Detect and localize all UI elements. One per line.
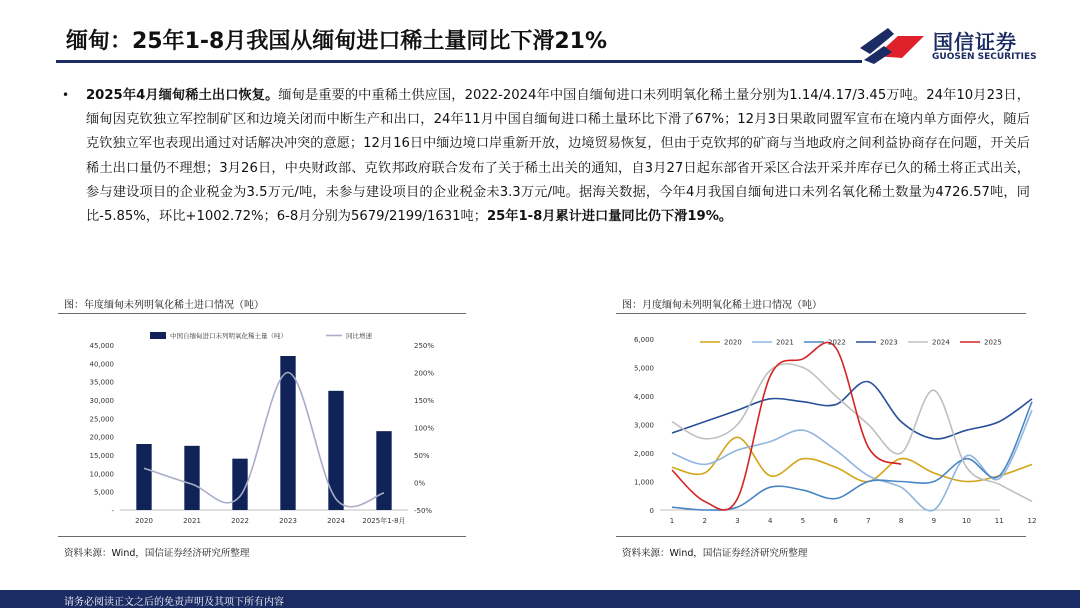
y-tick-label: 40,000	[89, 360, 114, 369]
bar	[328, 391, 343, 510]
body-text: 缅甸是重要的中重稀土供应国，2022-2024年中国自缅甸进口未列明氧化稀土量分别为1.14/4.17/3.45万吨。24年10月23日，缅甸因克钦独立军控制矿区和边境关闭而中断生产和出口，24年11月中国自缅甸进口稀土量环比下滑了67%；12月3日果敢同盟军宣布在境内单方面停火，随后克钦独立军也表现出通过对话解决冲突的意愿；12月16日中缅边境口岸重新开放，边境贸易恢复，但由于克钦邦的矿商与当地政府之间利益协商存在问题，开关后稀土出口量仍不理想；3月26日，中央财政部、克钦邦政府联合发布了关于稀土出关的通知，自3月27日起东部省开采区合法开采并库存已久的稀土将正式出关，参与建设项目的企业税金为3.5万元/吨，未参与建设项目的企业税金未3.3万元/吨。据海关数据，今年4月我国自缅甸进口未列名氧化稀土数量为4726.57吨，同比-5.85%，环比+1002.72%；6-8月分别为5679/2199/1631吨；	[86, 88, 1030, 225]
guosen-logo-icon	[858, 26, 928, 64]
footer-disclaimer: 请务必阅读正文之后的免责声明及其项下所有内容	[64, 597, 284, 608]
legend-label-2024: 2024	[932, 338, 950, 347]
y-tick-label: 15,000	[89, 452, 114, 460]
x-tick-label: 11	[994, 517, 1004, 525]
logo-english-name: GUOSEN SECURITIES	[932, 52, 1037, 62]
bar	[184, 446, 199, 510]
y2-tick-label: 250%	[414, 342, 435, 350]
y-tick-label: 0	[649, 507, 654, 515]
title-underline	[56, 60, 862, 63]
legend-label-2025: 2025	[984, 338, 1002, 347]
lead-sentence: 2025年4月缅甸稀土出口恢复。	[86, 88, 279, 103]
x-tick-label: 5	[800, 517, 806, 525]
y-tick-label: 25,000	[89, 415, 114, 424]
left-source-rule	[58, 536, 466, 537]
y-tick-label: 30,000	[89, 397, 114, 405]
series-line-2021	[672, 410, 1032, 511]
y-tick-label: 5,000	[93, 488, 114, 497]
page-title: 缅甸：25年1-8月我国从缅甸进口稀土量同比下滑21%	[66, 29, 608, 54]
y2-tick-label: 150%	[414, 397, 435, 405]
y2-tick-label: 200%	[414, 369, 435, 378]
legend-label-2023: 2023	[880, 338, 898, 347]
y-tick-label: 3,000	[633, 421, 654, 430]
y2-tick-label: 100%	[414, 424, 435, 433]
y-tick-label: 45,000	[89, 342, 114, 350]
bar	[232, 459, 247, 510]
legend-label-2020: 2020	[724, 338, 742, 347]
conclusion-sentence: 25年1-8月累计进口量同比仍下滑19%。	[486, 209, 733, 225]
right-chart-caption: 图：月度缅甸未列明氧化稀土进口情况（吨）	[622, 300, 822, 311]
y-tick-label: 35,000	[89, 378, 114, 387]
x-tick-label: 4	[767, 517, 773, 525]
y2-tick-label: 0%	[414, 479, 426, 488]
y-tick-label: 6,000	[633, 336, 654, 344]
y-tick-label: 10,000	[89, 470, 114, 479]
x-tick-label: 10	[962, 517, 972, 525]
bar	[376, 431, 391, 510]
left-chart-caption: 图：年度缅甸未列明氧化稀土进口情况（吨）	[64, 300, 264, 311]
x-tick-label: 2023	[279, 517, 297, 525]
x-tick-label: 1	[669, 517, 675, 525]
x-tick-label: 2021	[183, 517, 201, 525]
annual-import-chart	[58, 322, 468, 530]
x-tick-label: 8	[898, 517, 904, 525]
x-tick-label: 2022	[231, 517, 249, 525]
x-tick-label: 7	[866, 517, 871, 525]
x-tick-label: 6	[833, 517, 838, 525]
right-chart-source: 资料来源：Wind，国信证券经济研究所整理	[622, 548, 808, 559]
x-tick-label: 2020	[135, 517, 153, 525]
series-line-yoy	[144, 372, 384, 506]
right-caption-rule	[616, 313, 1026, 314]
x-tick-label: 9	[931, 517, 937, 525]
legend-label-bar: 中国自缅甸进口未列明氧化稀土量（吨）	[170, 332, 287, 340]
x-tick-label: 2024	[327, 517, 345, 525]
x-tick-label: 2	[702, 517, 707, 525]
bullet-icon: •	[62, 88, 70, 102]
x-tick-label: 3	[735, 517, 740, 525]
y2-tick-label: 50%	[414, 452, 430, 460]
y-tick-label: 5,000	[633, 364, 654, 373]
y-tick-label: 1,000	[633, 478, 654, 487]
left-caption-rule	[58, 313, 466, 314]
x-tick-label: 2025年1-8月	[362, 517, 406, 525]
y2-tick-label: -50%	[414, 507, 433, 515]
bar	[280, 356, 295, 510]
legend-label-line: 同比增速	[346, 332, 372, 340]
right-source-rule	[616, 536, 1026, 537]
y-tick-label: -	[111, 507, 114, 515]
legend-label-2022: 2022	[828, 338, 846, 347]
left-chart-source: 资料来源：Wind，国信证券经济研究所整理	[64, 548, 250, 559]
body-paragraph	[86, 84, 1030, 229]
bar	[136, 444, 151, 510]
logo-chinese-name: 国信证券	[933, 30, 1017, 54]
y-tick-label: 2,000	[633, 450, 654, 458]
monthly-import-chart	[616, 322, 1037, 530]
series-line-2025	[672, 342, 901, 510]
series-line-2020	[672, 437, 1032, 481]
x-tick-label: 12	[1027, 517, 1037, 525]
y-tick-label: 4,000	[633, 393, 654, 401]
y-tick-label: 20,000	[89, 433, 114, 442]
legend-label-2021: 2021	[776, 338, 794, 347]
legend-swatch-bar	[150, 332, 166, 339]
